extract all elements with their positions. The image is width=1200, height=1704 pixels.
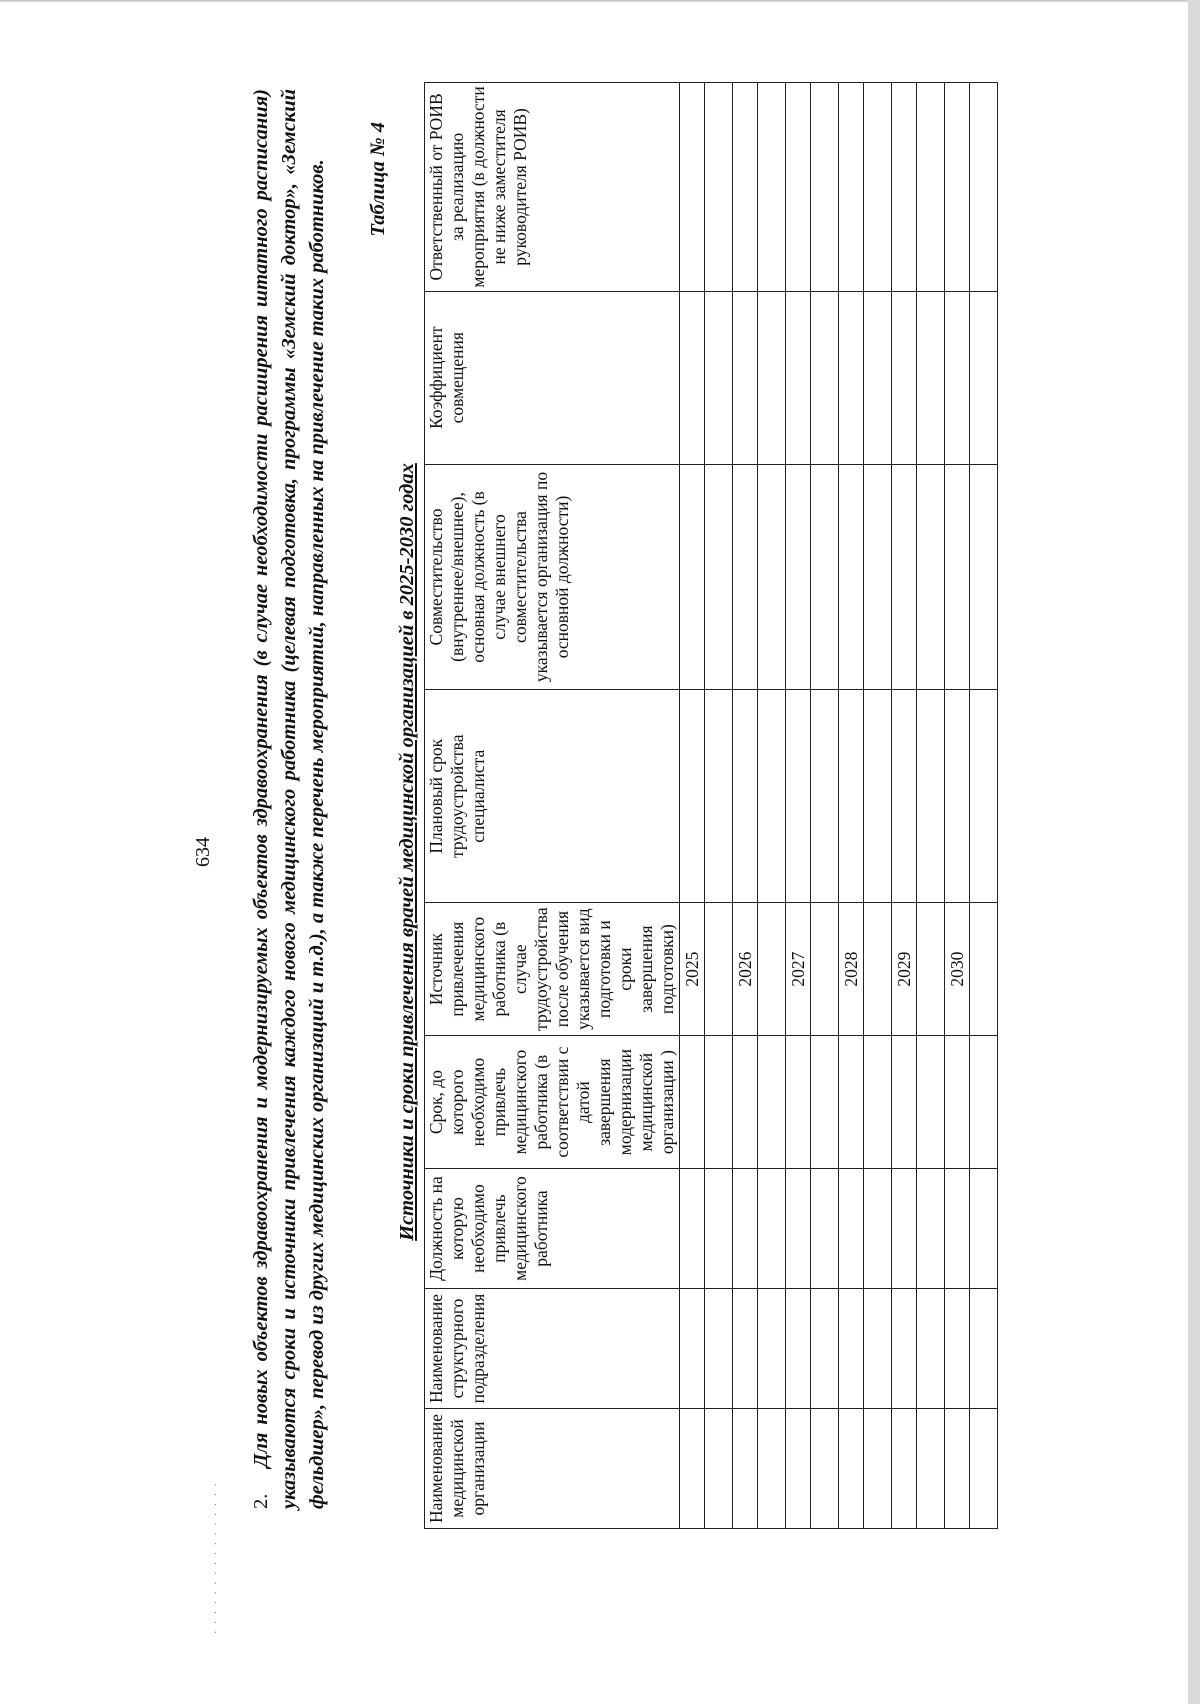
table-cell [811,291,839,464]
table-cell [680,1169,705,1289]
table-cell [945,291,970,464]
year-row [733,83,758,1529]
table-row [758,83,786,1529]
column-header: Ответственный от РОИВ за реализацию мероприятия (в должности не ниже заместителя руководителя РОИВ) [425,83,680,292]
year-label: 2025 [680,903,705,1036]
column-header: Совместительство (внутреннее/внешнее), основная должность (в случае внешнего совместительства указывается организация по основной должности) [425,464,680,690]
table-cell [864,291,892,464]
table-cell [917,903,945,1036]
table-cell [811,903,839,1036]
table-cell [970,1289,998,1409]
table-cell [892,690,917,903]
table-cell [864,83,892,292]
table-cell [705,1289,733,1409]
column-header: Срок, до которого необходимо привлечь медицинского работника (в соответствии с датой завершения модернизации медицинской организации ) [425,1036,680,1169]
scan-top-edge [0,0,1188,3]
year-row [786,83,811,1529]
table-cell [892,1409,917,1529]
table-cell [733,1289,758,1409]
table-cell [758,1409,786,1529]
table-cell [917,83,945,292]
table-body [680,83,998,1529]
table-cell [758,903,786,1036]
table-cell [705,1409,733,1529]
table-cell [970,83,998,292]
table-cell [864,1409,892,1529]
table-cell [705,903,733,1036]
table-cell [786,464,811,690]
table-cell [786,690,811,903]
table-cell [758,690,786,903]
table-cell [733,1036,758,1169]
table-cell [680,83,705,292]
intro-text: Для новых объектов здравоохранения и модернизируемых объектов здравоохранения (в случае необходимости расширения штатного расписания) указываются сроки и источники привлечения каждого нового медицинского работника (целевая подготовка, программы «Земский доктор», «Земский фельдшер», перевод из других медицинских организаций и т.д.), а также перечень мероприятий, направленных на привлечение таких работников. [250,89,328,1509]
table-cell [892,1036,917,1169]
table-cell [811,1169,839,1289]
table-cell [945,1409,970,1529]
table-cell [945,83,970,292]
table-cell [786,291,811,464]
year-label: 2029 [892,903,917,1036]
table-cell [733,291,758,464]
table-cell [917,1409,945,1529]
table-row [811,83,839,1529]
table-cell [733,1169,758,1289]
table-cell [945,464,970,690]
table-cell [733,464,758,690]
recruitment-table [424,82,998,1529]
scan-edge-marks: · · · · · · · · · · · · · · · · [210,1481,222,1634]
year-label: 2030 [945,903,970,1036]
page-number: 634 [192,837,214,867]
table-cell [945,1036,970,1169]
table-cell [945,1289,970,1409]
table-cell [864,1169,892,1289]
table-cell [758,291,786,464]
table-cell [786,1169,811,1289]
table-cell [839,1169,864,1289]
table-cell [864,1289,892,1409]
table-cell [970,1036,998,1169]
table-cell [917,1289,945,1409]
table-header-row [425,83,680,1529]
table-row [705,83,733,1529]
year-label: 2026 [733,903,758,1036]
table-cell [970,464,998,690]
year-row [680,83,705,1529]
table-cell [839,1036,864,1169]
table-cell [892,464,917,690]
table-cell [970,1169,998,1289]
table-cell [758,1036,786,1169]
table-cell [680,291,705,464]
table-cell [892,1289,917,1409]
year-label: 2027 [786,903,811,1036]
table-cell [758,1169,786,1289]
table-cell [705,690,733,903]
table-cell [705,1036,733,1169]
table-cell [680,1409,705,1529]
table-cell [733,690,758,903]
table-cell [705,1169,733,1289]
column-header: Наименование медицинской организации [425,1409,680,1529]
table-cell [786,1036,811,1169]
year-label: 2028 [839,903,864,1036]
table-cell [758,1289,786,1409]
table-cell [839,83,864,292]
table-cell [786,83,811,292]
table-cell [811,464,839,690]
table-cell [917,690,945,903]
table-cell [839,464,864,690]
table-cell [758,464,786,690]
table-cell [917,1036,945,1169]
column-header: Плановый срок трудоустройства специалиста [425,690,680,903]
column-header: Наименование структурного подразделения [425,1289,680,1409]
column-header: Должность на которую необходимо привлечь медицинского работника [425,1169,680,1289]
year-row [945,83,970,1529]
table-cell [758,83,786,292]
table-cell [970,1409,998,1529]
table-row [970,83,998,1529]
table-cell [680,1289,705,1409]
table-title: Источники и сроки привлечения врачей медицинской организацией в 2025-2030 годах [396,463,418,1241]
table-cell [970,291,998,464]
table-cell [892,1169,917,1289]
scan-side-edge [1188,0,1200,1704]
table-cell [892,291,917,464]
table-cell [705,291,733,464]
column-header: Коэффициент совмещения [425,291,680,464]
table-cell [811,1036,839,1169]
table-cell [680,464,705,690]
table-cell [945,1169,970,1289]
table-cell [733,83,758,292]
table-cell [680,1036,705,1169]
table-cell [864,903,892,1036]
year-row [892,83,917,1529]
table-cell [839,291,864,464]
table-row [917,83,945,1529]
table-cell [786,1289,811,1409]
table-cell [892,83,917,292]
table-cell [864,690,892,903]
table-row [864,83,892,1529]
table-cell [945,690,970,903]
table-cell [970,903,998,1036]
table-cell [864,464,892,690]
table-label: Таблица № 4 [367,122,389,237]
table-cell [680,690,705,903]
table-cell [917,464,945,690]
table-cell [864,1036,892,1169]
table-cell [811,690,839,903]
intro-number: 2. [250,1493,272,1509]
column-header: Источник привлечения медицинского работника (в случае трудоустройства после обучения указывается вид подготовки и сроки завершения подготовки) [425,903,680,1036]
table-cell [839,690,864,903]
table-cell [839,1289,864,1409]
year-row [839,83,864,1529]
table-cell [970,690,998,903]
table-cell [786,1409,811,1529]
table-cell [705,464,733,690]
table-cell [917,1169,945,1289]
table-cell [705,83,733,292]
table-cell [811,83,839,292]
table-cell [917,291,945,464]
table-cell [839,1409,864,1529]
rotated-page-content [150,82,1050,1622]
table-cell [733,1409,758,1529]
intro-paragraph [247,89,331,1509]
table-cell [811,1289,839,1409]
table-cell [811,1409,839,1529]
